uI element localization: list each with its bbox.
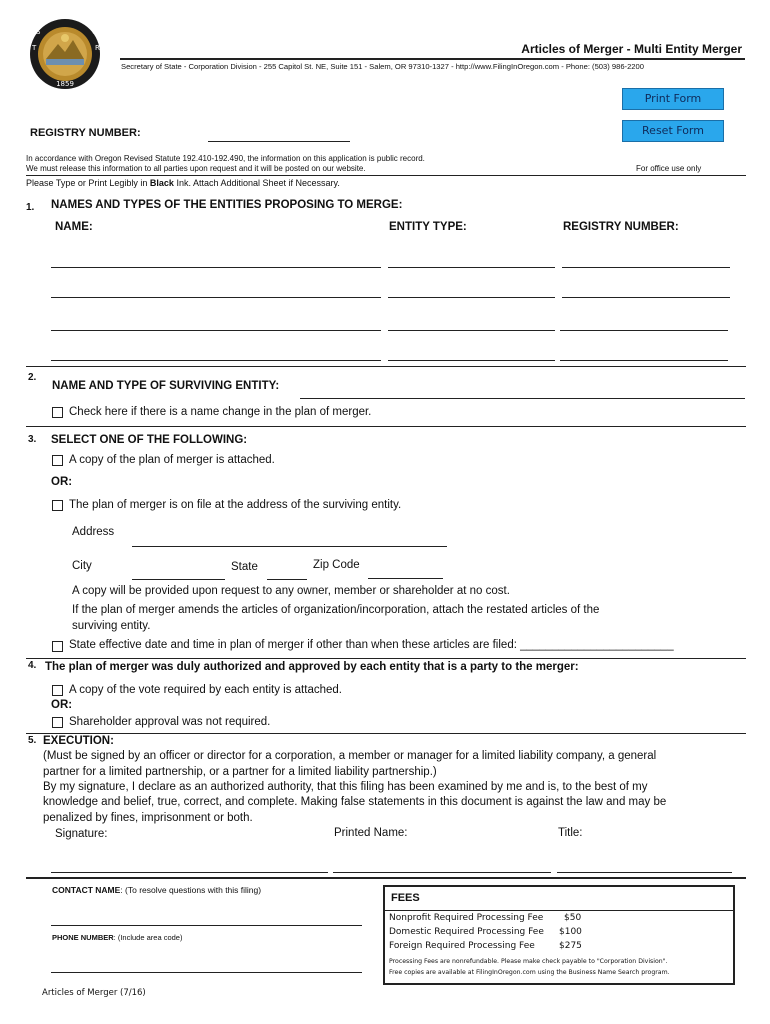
phone-number-label: PHONE NUMBER: (Include area code)	[52, 933, 183, 942]
svg-text:S: S	[36, 28, 41, 36]
section-3-number: 3.	[28, 434, 37, 445]
svg-text:T: T	[32, 44, 37, 52]
or-label: OR:	[51, 699, 73, 711]
section-5-heading: EXECUTION:	[43, 735, 114, 747]
no-approval-label: Shareholder approval was not required.	[69, 716, 271, 728]
entity-registry-field-3[interactable]	[560, 330, 728, 331]
no-approval-checkbox[interactable]	[52, 717, 63, 728]
column-entity-type: ENTITY TYPE:	[389, 221, 467, 233]
fees-header	[385, 887, 733, 911]
form-title: Articles of Merger - Multi Entity Merger	[521, 42, 742, 56]
fees-heading: FEES	[391, 892, 420, 904]
execution-line-1: (Must be signed by an officer or director for a corporation, a member or manager for a limited liability company, a general	[43, 750, 657, 762]
form-id: Articles of Merger (7/16)	[42, 988, 146, 998]
plan-attached-checkbox[interactable]	[52, 455, 63, 466]
divider	[26, 733, 746, 734]
vote-attached-label: A copy of the vote required by each entity is attached.	[69, 684, 342, 696]
effective-date-label: State effective date and time in plan of merger if other than when these articles are filed: ________________________	[69, 639, 674, 651]
header-divider	[120, 58, 745, 60]
section-2-heading: NAME AND TYPE OF SURVIVING ENTITY:	[52, 380, 280, 392]
entity-type-field-3[interactable]	[388, 330, 555, 331]
fees-note-2: Free copies are available at FilingInOregon.com using the Business Name Search program.	[389, 969, 670, 976]
copy-note: A copy will be provided upon request to any owner, member or shareholder at no cost.	[72, 585, 510, 597]
divider	[26, 877, 746, 879]
column-registry-number: REGISTRY NUMBER:	[563, 221, 679, 233]
fee-label: Nonprofit Required Processing Fee	[389, 913, 544, 923]
signature-field[interactable]	[51, 872, 328, 873]
section-3-heading: SELECT ONE OF THE FOLLOWING:	[51, 434, 248, 446]
effective-date-checkbox[interactable]	[52, 641, 63, 652]
registry-number-label: REGISTRY NUMBER:	[30, 127, 141, 139]
execution-line-5: penalized by fines, imprisonment or both.	[43, 812, 253, 824]
section-1-heading: NAMES AND TYPES OF THE ENTITIES PROPOSING TO MERGE:	[51, 199, 403, 211]
city-label: City	[72, 560, 92, 572]
column-name: NAME:	[55, 221, 93, 233]
state-field[interactable]	[267, 579, 307, 580]
print-form-button[interactable]: Print Form	[622, 88, 724, 110]
state-label: State	[231, 561, 258, 573]
or-label: OR:	[51, 476, 73, 488]
divider	[26, 366, 746, 367]
office-use-label: For office use only	[636, 164, 702, 173]
entity-registry-field-2[interactable]	[562, 297, 730, 298]
printed-name-label: Printed Name:	[334, 827, 408, 839]
divider	[26, 175, 746, 176]
entity-registry-field-4[interactable]	[560, 360, 728, 361]
printed-name-field[interactable]	[333, 872, 551, 873]
svg-text:1859: 1859	[56, 80, 74, 88]
fee-label: Foreign Required Processing Fee	[389, 941, 535, 951]
phone-number-field[interactable]	[51, 972, 362, 973]
divider	[26, 426, 746, 427]
fee-amount: $50	[564, 913, 582, 923]
plan-on-file-checkbox[interactable]	[52, 500, 63, 511]
zip-code-label: Zip Code	[313, 559, 360, 571]
public-record-notice: In accordance with Oregon Revised Statute 192.410-192.490, the information on this application is public record.	[26, 154, 425, 163]
fees-box	[383, 885, 735, 985]
contact-name-label: CONTACT NAME: (To resolve questions with this filing)	[52, 885, 262, 895]
entity-registry-field-1[interactable]	[562, 267, 730, 268]
address-field[interactable]	[132, 546, 447, 547]
address-label: Address	[72, 526, 115, 538]
public-record-notice-2: We must release this information to all parties upon request and it will be posted on our website.	[26, 164, 366, 173]
entity-type-field-4[interactable]	[388, 360, 555, 361]
entity-name-field-2[interactable]	[51, 297, 381, 298]
fee-amount: $100	[559, 927, 582, 937]
title-label: Title:	[558, 827, 583, 839]
plan-attached-label: A copy of the plan of merger is attached.	[69, 454, 275, 466]
name-change-checkbox[interactable]	[52, 407, 63, 418]
plan-on-file-label: The plan of merger is on file at the address of the surviving entity.	[69, 499, 402, 511]
entity-name-field-3[interactable]	[51, 330, 381, 331]
entity-name-field-1[interactable]	[51, 267, 381, 268]
header-subtitle: Secretary of State - Corporation Division - 255 Capitol St. NE, Suite 151 - Salem, OR 97310-1327 - http://www.FilingInOregon.com - Phone: (503) 986-2200	[121, 62, 644, 71]
svg-text:O: O	[92, 28, 98, 36]
fee-label: Domestic Required Processing Fee	[389, 927, 544, 937]
contact-name-field[interactable]	[51, 925, 362, 926]
section-4-number: 4.	[28, 660, 37, 671]
section-2-number: 2.	[28, 372, 37, 383]
entity-name-field-4[interactable]	[51, 360, 381, 361]
zip-code-field[interactable]	[368, 578, 443, 579]
ink-notice: Please Type or Print Legibly in Black Ink. Attach Additional Sheet if Necessary.	[26, 178, 340, 188]
svg-text:R: R	[95, 44, 100, 52]
execution-line-3: By my signature, I declare as an authorized authority, that this filing has been examined by me and is, to the best of my	[43, 781, 648, 793]
amend-note-2: surviving entity.	[72, 620, 151, 632]
signature-label: Signature:	[55, 828, 108, 840]
name-change-label: Check here if there is a name change in the plan of merger.	[69, 406, 372, 418]
section-5-number: 5.	[28, 735, 37, 746]
execution-line-2: partner for a limited partnership, or a partner for a limited liability partnership.)	[43, 766, 437, 778]
section-4-heading: The plan of merger was duly authorized and approved by each entity that is a party to the merger:	[45, 661, 579, 673]
reset-form-button[interactable]: Reset Form	[622, 120, 724, 142]
city-field[interactable]	[132, 579, 225, 580]
amend-note: If the plan of merger amends the articles of organization/incorporation, attach the restated articles of the	[72, 604, 600, 616]
vote-attached-checkbox[interactable]	[52, 685, 63, 696]
fees-note: Processing Fees are nonrefundable. Please make check payable to "Corporation Division".	[389, 958, 668, 965]
fee-amount: $275	[559, 941, 582, 951]
oregon-state-seal	[28, 4, 102, 104]
title-field[interactable]	[557, 872, 732, 873]
entity-type-field-1[interactable]	[388, 267, 555, 268]
section-1-number: 1.	[26, 202, 35, 213]
surviving-entity-field[interactable]	[300, 398, 745, 399]
execution-line-4: knowledge and belief, true, correct, and complete. Making false statements in this document is against the law and may be	[43, 796, 667, 808]
registry-number-field[interactable]	[208, 141, 350, 142]
divider	[26, 658, 746, 659]
entity-type-field-2[interactable]	[388, 297, 555, 298]
